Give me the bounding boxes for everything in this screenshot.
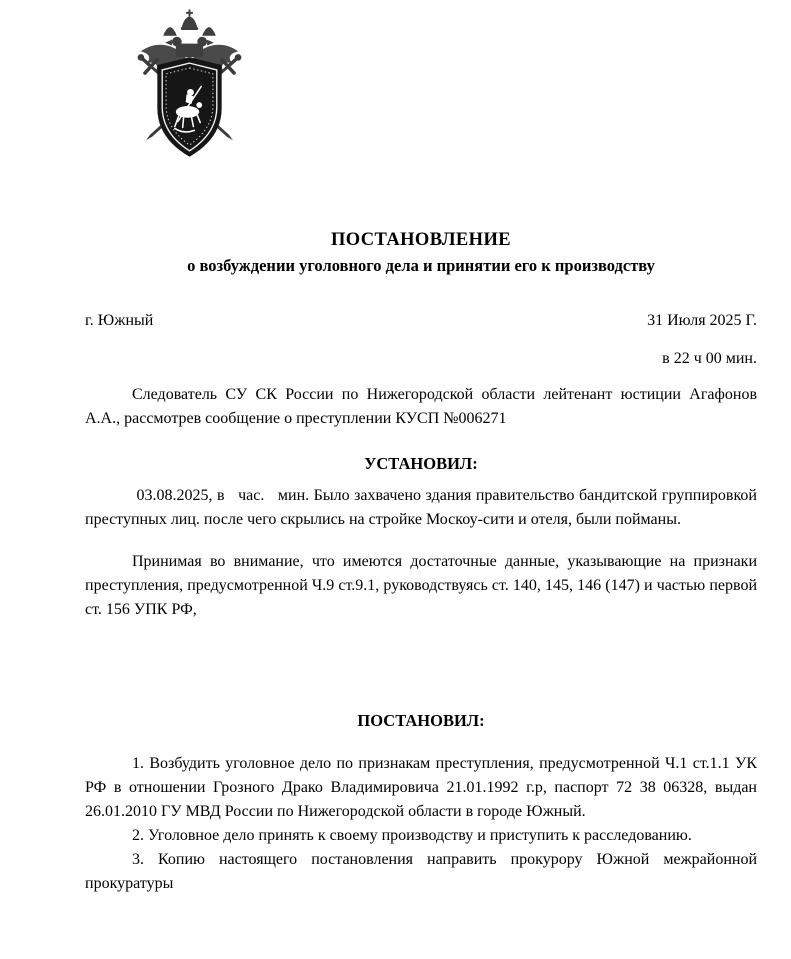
resolved-item-2: 2. Уголовное дело принять к своему производству и приступить к расследованию. bbox=[132, 827, 692, 844]
resolved-heading: ПОСТАНОВИЛ: bbox=[357, 711, 485, 730]
date-label: 31 Июля 2025 Г. bbox=[647, 312, 757, 329]
investigative-committee-emblem bbox=[131, 8, 248, 165]
established-heading: УСТАНОВИЛ: bbox=[364, 454, 478, 473]
dateline-row bbox=[85, 309, 757, 333]
document-title: ПОСТАНОВЛЕНИЕ bbox=[330, 230, 511, 250]
intro-paragraph: Следователь СУ СК России по Нижегородской области лейтенант юстиции Агафонов А.А., рассмотрев сообщение о преступлении КУСП №006271 bbox=[85, 386, 757, 427]
established-paragraph-1: 03.08.2025, в час. мин. Было захвачено здания правительство бандитской группировкой преступных лиц. после чего скрылись на стройке Москоу-сити и отеля, были пойманы. bbox=[85, 487, 757, 528]
crowns bbox=[163, 9, 216, 35]
place-label: г. Южный bbox=[85, 312, 154, 329]
resolved-item-3: 3. Копию настоящего постановления направить прокурору Южной межрайонной прокуратуры bbox=[85, 851, 757, 892]
established-paragraph-2: Принимая во внимание, что имеются достаточные данные, указывающие на признаки преступления, предусмотренной Ч.9 ст.9.1, руководствуясь ст. 140, 145, 146 (147) и частью первой ст. 156 УПК РФ, bbox=[85, 553, 757, 618]
investigative-committee-emblem-icon bbox=[131, 8, 248, 165]
document-subtitle: о возбуждении уголовного дела и принятии его к производству bbox=[187, 256, 655, 275]
time-label: в 22 ч 00 мин. bbox=[662, 350, 757, 367]
resolved-item-1: 1. Возбудить уголовное дело по признакам преступления, предусмотренной Ч.1 ст.1.1 УК РФ в отношении Грозного Драко Владимировича 21.01.1992 г.р, паспорт 72 38 06328, выдан 26.01.2010 ГУ МВД России по Нижегородской области в городе Южный. bbox=[85, 755, 757, 820]
